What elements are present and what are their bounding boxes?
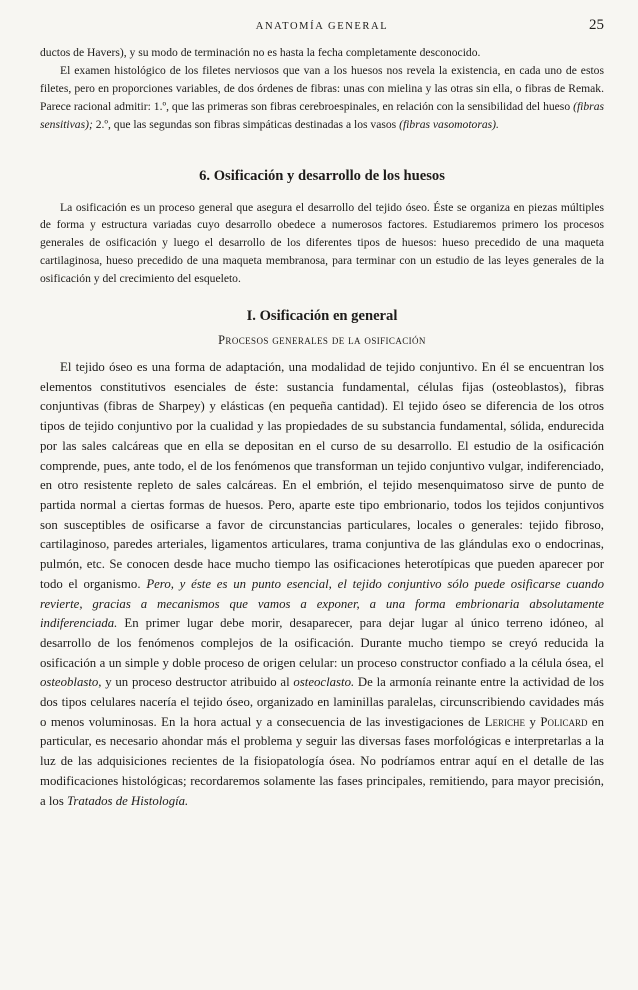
body-italic-osteoclasto: osteoclasto. [293,675,355,690]
author-policard: Policard [540,714,588,729]
intro-paragraph-1: ductos de Havers), y su modo de terminación no es hasta la fecha completamente desconocido. [40,46,481,59]
author-leriche: Leriche [484,714,525,729]
body-italic-osteoblasto: osteoblasto, [40,675,102,690]
body-text-6: en particular, es necesario ahondar más el problema y seguir las diversas fases morfológicas e interpretarlas a la luz de las adquisiciones recientes de la fisiopatología ósea. No podríamos entrar aquí en el detalle de las modificaciones histológicas; recordaremos solamente las fases principales, remitiendo, para mayor precisión, a los [40,714,605,808]
running-head [40,19,604,37]
body-text-5: y [524,714,541,729]
section-6-paragraph: La osificación es un proceso general que asegura el desarrollo del tejido óseo. Éste se organiza en piezas múltiples de forma y estructura variadas cuyo desarrollo obedece a numerosos factores. Estudiaremos primero los procesos generales de osificación y luego el desarrollo de los diferentes tipos de huesos: hueso precedido de una maqueta cartilaginosa, hueso precedido de una maqueta membranosa, para terminar con un estudio de las leyes generales de la osificación y del crecimiento del esqueleto. [40,200,604,286]
body-text-2: En primer lugar debe morir, desaparecer, para dejar lugar al único terreno idóneo, al desarrollo de los fenómenos complejos de la osificación. Durante mucho tiempo se creyó reducida la osificación a un simple y doble proceso de origen celular: un proceso constructor confiado a la célula ósea, el [40,616,604,670]
section-1-title: I. Osificación en general [246,308,398,325]
section-6-text [40,199,604,289]
body-text-3: y un proceso destructor atribuido al [101,675,294,690]
body-text-1: El tejido óseo es una forma de adaptación, una modalidad de tejido conjuntivo. En él se encuentran los elementos constitutivos esenciales de éste: sustancia fundamental, células fijas (osteoblastos), fibras conjuntivas (fibras de Sharpey) y elásticas (en pequeña cantidad). El tejido óseo se diferencia de los otros tipos de tejido conjuntivo por la cualidad y las propiedades de su substancia fundamental, sólida, endurecida por las sales calcáreas que en ella se depositan en el curso de su desarrollo. El estudio de la osificación comprende, pues, ante todo, el de los fenómenos que transforman un tejido conjuntivo vulgar, indiferenciado, en otro resistente repleto de sales calcáreas. En el embrión, el tejido mesenquimatoso sirve de punto de partida normal a ciertas formas de huesos. Pero, aparte este tipo embrionario, todos los tejidos conjuntivos son susceptibles de osificarse a favor de circunstancias particulares, locales o generales: tejido fibroso, cartilaginoso, paredes arteriales, ligamentos articulares, trama conjuntiva de las glándulas exo o endocrinas, pulmón, etc. Se conocen desde hace mucho tiempo las osificaciones heterotípicas que pueden aparecer por todo el organismo. [40,360,604,591]
intro-text [40,44,604,134]
section-1-paragraph [40,358,604,811]
body-text-4: De la armonía reinante entre la actividad de los dos tipos celulares nacería el tejido óseo, organizado en laminillas paralelas, circunscribiendo cavidades más o menos voluminosas. En la hora actual y a consecuencia de las investigaciones de [40,675,604,729]
intro-p2-italic-1: (fibras sensitivas); [40,99,604,131]
section-1-subtitle: Procesos generales de la osificación [218,333,426,348]
body-italic-tratados: Tratados de Histología. [67,793,189,808]
body-italic-1: Pero, y éste es un punto esencial, el tejido conjuntivo sólo puede osificarse cuando revierte, gracias a mecanismos que vamos a exponer, a una forma embrionaria absolutamente indiferenciada. [40,576,605,631]
section-6-title: 6. Osificación y desarrollo de los huesos [199,167,445,184]
intro-paragraph-2 [40,62,604,134]
intro-p2-text-b: 2.º, que las segundas son fibras simpáticas destinadas a los vasos [92,117,400,131]
section-1-body [40,358,604,811]
page-number: 25 [589,17,604,33]
intro-p2-text-a: El examen histológico de los filetes nerviosos que van a los huesos nos revela la existencia, en cada uno de estos filetes, pero en proporciones variables, de dos órdenes de fibras: unas con mielina y las otras sin ella, o fibras de Remak. Parece racional admitir: 1.º, que las primeras son fibras cerebroespinales, en relación con la sensibilidad del hueso [40,63,604,113]
running-title: ANATOMÍA GENERAL [255,21,389,32]
intro-p2-italic-2: (fibras vasomotoras). [399,117,499,131]
page-content [40,44,604,811]
